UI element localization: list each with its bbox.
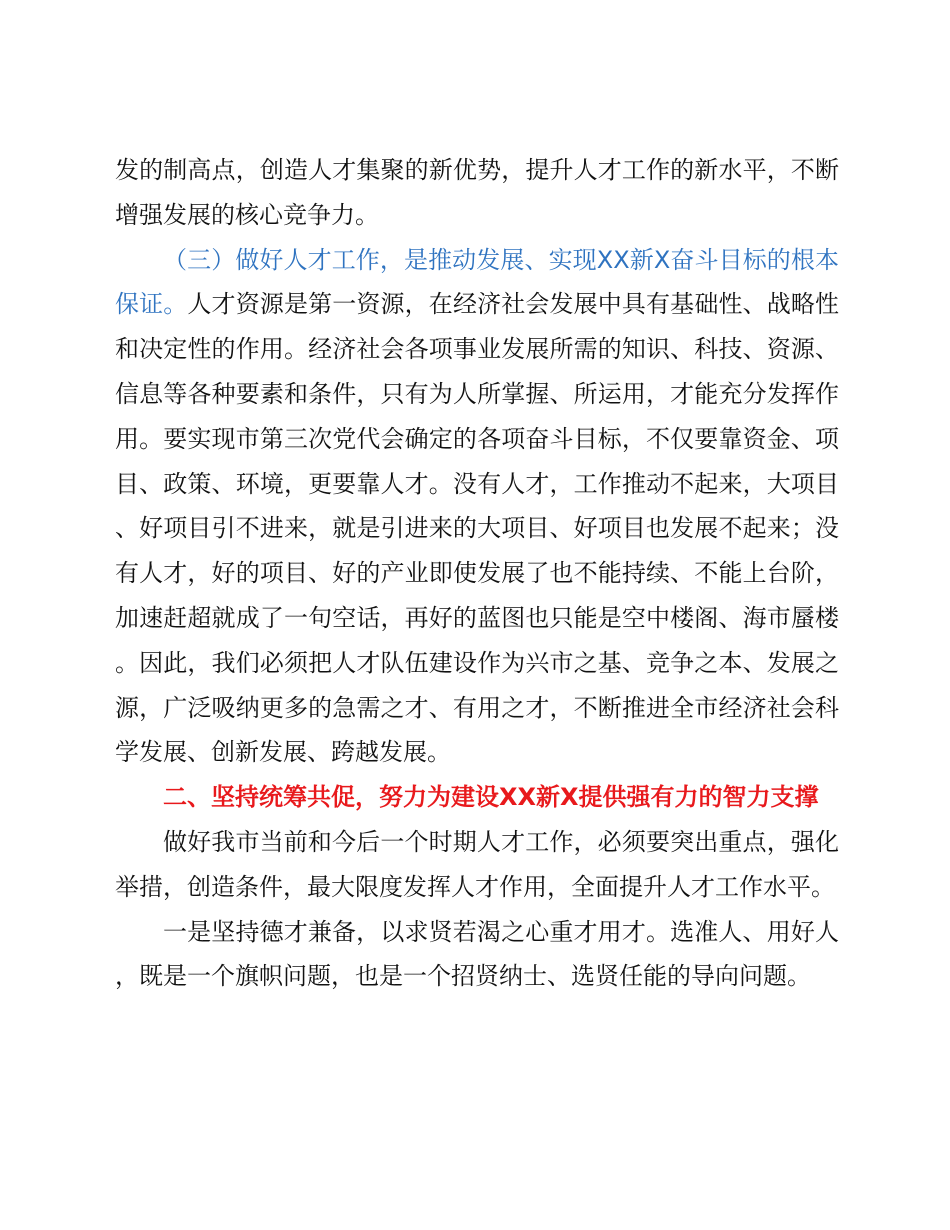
- subsection-body-text: 人才资源是第一资源，在经济社会发展中具有基础性、战略性和决定性的作用。经济社会各项事业发展所需的知识、科技、资源、信息等各种要素和条件，只有为人所掌握、所运用，才能充分发挥作用。要实现市第三次党代会确定的各项奋斗目标，不仅要靠资金、项目、政策、环境，更要靠人才。没有人才，工作推动不起来，大项目、好项目引不进来，就是引进来的大项目、好项目也发展不起来；没有人才，好的项目、好的产业即使发展了也不能持续、不能上台阶，加速赶超就成了一句空话，再好的蓝图也只能是空中楼阁、海市蜃楼。因此，我们必须把人才队伍建设作为兴市之基、竞争之本、发展之源，广泛吸纳更多的急需之才、有用之才，不断推进全市经济社会科学发展、创新发展、跨越发展。: [115, 290, 840, 767]
- paragraph-1-text: 发的制高点，创造人才集聚的新优势，提升人才工作的新水平，不断增强发展的核心竞争力。: [115, 156, 839, 229]
- paragraph-continuation: [115, 148, 839, 238]
- paragraph-section-intro: [115, 820, 839, 910]
- section-heading-text: 二、坚持统筹共促，努力为建设XX新X提供强有力的智力支撑: [163, 783, 819, 812]
- subsection-heading: （三）做好人才工作，是推动发展、实现XX新X奋斗目标的根本保证。: [115, 245, 839, 319]
- document-body: [115, 148, 839, 999]
- paragraph-point-one: [115, 910, 839, 1000]
- paragraph-3-text: 做好我市当前和今后一个时期人才工作，必须要突出重点，强化举措，创造条件，最大限度发挥人才作用，全面提升人才工作水平。: [115, 827, 839, 901]
- section-heading: [115, 775, 839, 820]
- paragraph-4-text: 一是坚持德才兼备，以求贤若渴之心重才用才。选准人、用好人，既是一个旗帜问题，也是一个招贤纳士、选贤任能的导向问题。: [115, 917, 839, 991]
- paragraph-subsection-three: [115, 238, 839, 776]
